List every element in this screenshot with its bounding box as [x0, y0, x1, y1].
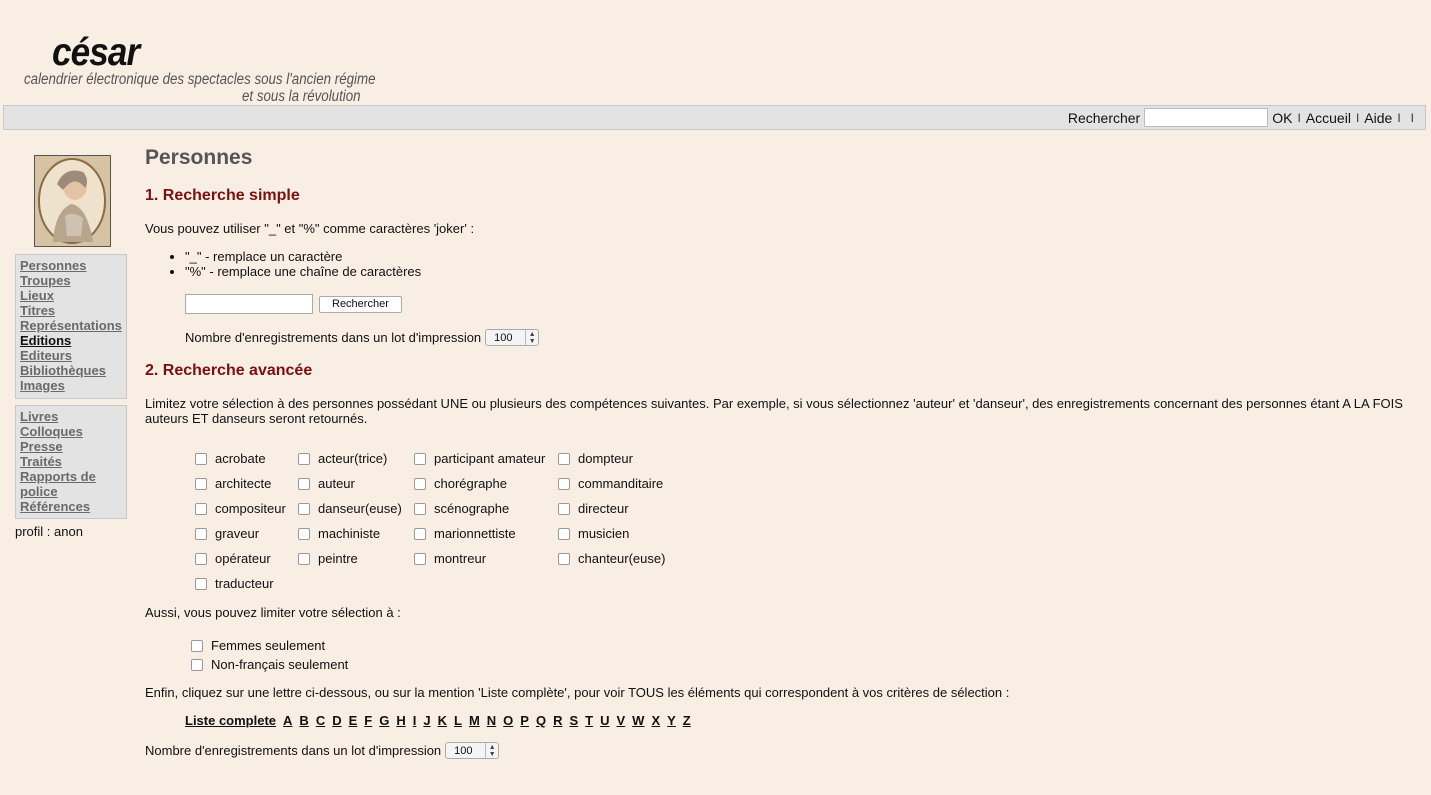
search-label: Rechercher — [1067, 109, 1141, 126]
updown-arrows-icon: ▲ ▼ — [485, 743, 498, 758]
letter-link[interactable]: V — [616, 713, 626, 728]
sidebar-item-personnes[interactable]: Personnes — [20, 258, 87, 273]
checkbox-icon — [414, 503, 426, 515]
sidebar-item-livres[interactable]: Livres — [20, 409, 59, 424]
checkbox-icon — [414, 453, 426, 465]
competence-checkbox[interactable] — [414, 496, 558, 521]
simple-search-row — [185, 294, 402, 314]
advanced-intro: Limitez votre sélection à des personnes possédant UNE ou plusieurs des compétences suivantes. Par exemple, si vous sélectionnez 'auteur' et 'danseur', des enregistrements concernant des personnes étant A LA FOIS auteurs ET danseurs seront retournés. — [145, 396, 1403, 426]
competence-checkbox[interactable] — [558, 496, 678, 521]
competence-label: directeur — [578, 501, 629, 516]
competence-checkbox[interactable] — [195, 446, 298, 471]
joker-percent: • "%" - remplace une chaîne de caractères — [185, 264, 421, 279]
checkbox-icon — [298, 528, 310, 540]
competence-label: acteur(trice) — [318, 451, 388, 466]
letter-link[interactable]: J — [423, 713, 431, 728]
competence-label: marionnettiste — [434, 526, 516, 541]
letter-link[interactable]: O — [503, 713, 514, 728]
liste-complete-link[interactable]: Liste complete — [185, 713, 277, 728]
lot-select[interactable] — [485, 329, 539, 346]
competence-checkbox[interactable] — [558, 546, 678, 571]
competence-checkbox[interactable] — [298, 446, 414, 471]
letter-link[interactable]: B — [299, 713, 309, 728]
letter-link[interactable]: X — [651, 713, 661, 728]
non-francais-checkbox[interactable] — [191, 655, 348, 674]
letter-link[interactable]: H — [396, 713, 406, 728]
competence-checkbox[interactable] — [195, 546, 298, 571]
checkbox-icon — [414, 478, 426, 490]
competence-label: montreur — [434, 551, 487, 566]
checkbox-icon — [414, 553, 426, 565]
competence-label: danseur(euse) — [318, 501, 402, 516]
competence-checkbox[interactable] — [195, 496, 298, 521]
competence-label: commanditaire — [578, 476, 664, 491]
checkbox-icon — [195, 503, 207, 515]
competence-label: auteur — [318, 476, 355, 491]
checkbox-icon — [558, 528, 570, 540]
checkbox-icon — [195, 578, 207, 590]
competence-checkbox[interactable] — [298, 471, 414, 496]
competence-checkbox[interactable] — [558, 471, 678, 496]
checkbox-icon — [298, 503, 310, 515]
checkbox-icon — [191, 640, 203, 652]
letter-link[interactable]: C — [315, 713, 326, 728]
checkbox-icon — [558, 453, 570, 465]
competence-checkbox[interactable] — [195, 521, 298, 546]
checkbox-icon — [191, 659, 203, 671]
competence-checkbox[interactable] — [298, 521, 414, 546]
checkbox-icon — [298, 478, 310, 490]
lot-row-advanced — [145, 742, 499, 759]
updown-arrows-icon: ▲ ▼ — [525, 330, 538, 345]
letter-link[interactable]: M — [468, 713, 480, 728]
lot-select-value: 100 — [494, 331, 513, 344]
non-francais-label: Non-français seulement — [211, 657, 349, 672]
sidebar-item-bibliotheques[interactable]: Bibliothèques — [20, 363, 106, 378]
lot-row-simple — [185, 329, 539, 346]
checkbox-icon — [558, 503, 570, 515]
profile-label: profil : anon — [15, 524, 83, 539]
competence-checkbox[interactable] — [414, 446, 558, 471]
letter-link[interactable]: A — [283, 713, 293, 728]
competence-label: graveur — [215, 526, 260, 541]
letter-link[interactable]: E — [348, 713, 358, 728]
joker-intro: Vous pouvez utiliser "_" et "%" comme caractères 'joker' : — [145, 221, 475, 236]
lot-label: Nombre d'enregistrements dans un lot d'impression — [145, 743, 442, 758]
competence-checkbox[interactable] — [298, 546, 414, 571]
checkbox-icon — [414, 528, 426, 540]
competence-checkbox[interactable] — [414, 471, 558, 496]
sidebar-item-images[interactable]: Images — [20, 378, 65, 393]
separator: I — [1410, 110, 1414, 125]
letter-link[interactable]: F — [364, 713, 373, 728]
joker-list — [173, 249, 421, 279]
letters-intro: Enfin, cliquez sur une lettre ci-dessous, ou sur la mention 'Liste complète', pour voir TOUS les éléments qui correspondent à vos critères de sélection : — [145, 685, 1010, 700]
letter-link[interactable]: U — [600, 713, 610, 728]
page-title: Personnes — [145, 146, 253, 169]
lot-select-value: 100 — [454, 744, 473, 757]
checkbox-icon — [298, 553, 310, 565]
sidebar-item-lieux[interactable]: Lieux — [20, 288, 54, 303]
simple-search-input[interactable] — [185, 294, 313, 314]
competence-label: compositeur — [215, 501, 286, 516]
top-bar — [3, 105, 1426, 130]
accueil-link[interactable]: Accueil — [1305, 109, 1351, 126]
logo-tagline-2: et sous la révolution — [242, 88, 361, 105]
sidebar-item-colloques[interactable]: Colloques — [20, 424, 83, 439]
letter-link[interactable]: P — [520, 713, 529, 728]
lot-select[interactable] — [445, 742, 499, 759]
letter-link[interactable]: G — [379, 713, 390, 728]
checkbox-icon — [195, 553, 207, 565]
letter-link[interactable]: I — [412, 713, 417, 728]
search-input[interactable] — [1144, 108, 1268, 127]
sidebar-nav-secondary — [15, 405, 127, 519]
competence-label: opérateur — [215, 551, 271, 566]
filters-group — [191, 636, 348, 674]
section-simple-title: 1. Recherche simple — [145, 187, 300, 204]
ok-link[interactable]: OK — [1272, 109, 1293, 126]
competence-label: acrobate — [215, 451, 266, 466]
letter-link[interactable]: Z — [682, 713, 691, 728]
logo-tagline-1: calendrier électronique des spectacles sous l'ancien régime — [24, 71, 376, 88]
lot-label: Nombre d'enregistrements dans un lot d'impression — [185, 330, 482, 345]
checkbox-icon — [195, 453, 207, 465]
competences-grid — [195, 446, 678, 596]
letter-link[interactable]: W — [632, 713, 645, 728]
sidebar-item-titres[interactable]: Titres — [20, 303, 56, 318]
separator: I — [1397, 110, 1401, 125]
competence-checkbox[interactable] — [195, 571, 298, 596]
checkbox-icon — [298, 453, 310, 465]
competence-checkbox[interactable] — [298, 496, 414, 521]
filters-intro: Aussi, vous pouvez limiter votre sélection à : — [145, 605, 401, 620]
joker-underscore: • "_" - remplace un caractère — [185, 249, 421, 264]
sidebar-item-editions[interactable]: Editions — [20, 333, 72, 348]
competence-label: architecte — [215, 476, 272, 491]
competence-label: scénographe — [434, 501, 510, 516]
checkbox-icon — [195, 478, 207, 490]
letter-link[interactable]: Y — [667, 713, 676, 728]
letter-link[interactable]: L — [453, 713, 462, 728]
competence-label: chanteur(euse) — [578, 551, 666, 566]
competence-checkbox[interactable] — [414, 546, 558, 571]
letter-link[interactable]: D — [332, 713, 342, 728]
sidebar-item-references[interactable]: Références — [20, 499, 91, 514]
sidebar-item-traites[interactable]: Traités — [20, 454, 62, 469]
letter-link[interactable]: Q — [535, 713, 547, 728]
sidebar-item-rapports[interactable]: Rapports de police — [20, 469, 96, 499]
portrait-image — [34, 155, 111, 247]
competence-label: peintre — [318, 551, 358, 566]
competence-checkbox[interactable] — [195, 471, 298, 496]
alphabet-links — [185, 713, 698, 728]
sidebar-item-representations[interactable]: Représentations — [20, 318, 122, 333]
section-advanced-title: 2. Recherche avancée — [145, 362, 313, 379]
femmes-checkbox[interactable] — [191, 636, 348, 655]
checkbox-icon — [195, 528, 207, 540]
letter-link[interactable]: S — [569, 713, 579, 728]
separator: I — [1355, 110, 1360, 125]
competence-label: participant amateur — [434, 451, 546, 466]
letter-link[interactable]: N — [486, 713, 497, 728]
competence-checkbox[interactable] — [558, 521, 678, 546]
competence-label: dompteur — [578, 451, 633, 466]
sidebar-nav-primary — [15, 254, 127, 399]
sidebar-item-editeurs[interactable]: Editeurs — [20, 348, 73, 363]
sidebar-item-troupes[interactable]: Troupes — [20, 273, 71, 288]
letter-link[interactable]: T — [585, 713, 594, 728]
aide-link[interactable]: Aide — [1364, 109, 1393, 126]
letter-link[interactable]: K — [437, 713, 447, 728]
simple-search-button[interactable]: Rechercher — [319, 296, 402, 313]
competence-label: traducteur — [215, 576, 274, 591]
logo-name: césar — [52, 31, 140, 74]
separator: I — [1297, 110, 1301, 125]
sidebar-item-presse[interactable]: Presse — [20, 439, 63, 454]
checkbox-icon — [558, 478, 570, 490]
competence-checkbox[interactable] — [414, 521, 558, 546]
competence-checkbox[interactable] — [558, 446, 678, 471]
letter-link[interactable]: R — [553, 713, 563, 728]
femmes-label: Femmes seulement — [211, 638, 326, 653]
competence-label: chorégraphe — [434, 476, 507, 491]
competence-label: machiniste — [318, 526, 381, 541]
competence-label: musicien — [578, 526, 630, 541]
checkbox-icon — [558, 553, 570, 565]
